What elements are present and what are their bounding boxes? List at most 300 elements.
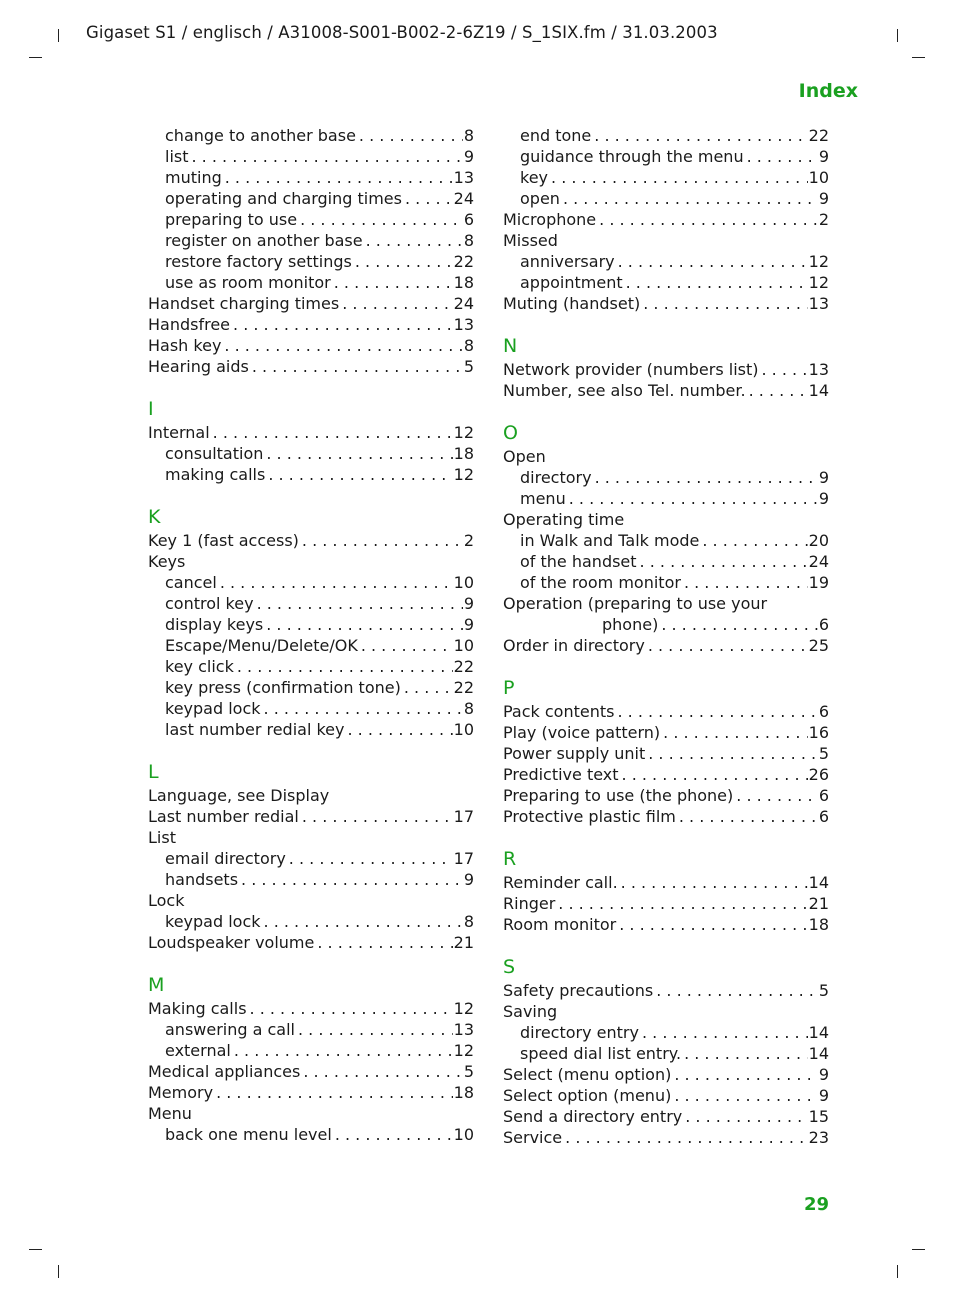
dot-leader <box>225 167 453 188</box>
entry-term: Ringer <box>503 894 556 913</box>
dot-leader <box>569 488 818 509</box>
dot-leader <box>558 893 807 914</box>
index-entry <box>503 509 829 530</box>
dot-leader <box>220 572 453 593</box>
dot-leader <box>640 551 808 572</box>
index-subentry <box>148 251 474 272</box>
entry-page-number: 12 <box>453 465 474 484</box>
index-subentry <box>148 911 474 932</box>
entry-term: Loudspeaker volume <box>148 933 315 952</box>
index-subentry <box>148 188 474 209</box>
entry-term: of the room monitor <box>520 573 681 592</box>
entry-term: handsets <box>165 870 239 889</box>
dot-leader <box>762 359 808 380</box>
entry-page-number: 18 <box>808 915 829 934</box>
index-subentry <box>503 572 829 593</box>
entry-term: open <box>520 189 560 208</box>
dot-leader <box>747 146 818 167</box>
index-subentry <box>148 869 474 890</box>
dot-leader <box>342 293 452 314</box>
entry-term: of the handset <box>520 552 637 571</box>
index-subentry <box>148 464 474 485</box>
entry-term: key press (confirmation tone) <box>165 678 401 697</box>
index-subentry <box>503 551 829 572</box>
dot-leader <box>266 614 463 635</box>
entry-page-number: 5 <box>818 981 829 1000</box>
dot-leader <box>216 1082 453 1103</box>
entry-term: Key 1 (fast access) <box>148 531 299 550</box>
dot-leader <box>405 188 453 209</box>
dot-leader <box>618 251 808 272</box>
index-entry <box>503 293 829 314</box>
crop-mark <box>29 57 42 58</box>
dot-leader <box>252 356 463 377</box>
entry-page-number: 6 <box>463 210 474 229</box>
entry-page-number: 18 <box>453 444 474 463</box>
dot-leader <box>303 1061 463 1082</box>
entry-page-number: 23 <box>808 1128 829 1147</box>
entry-page-number: 6 <box>818 702 829 721</box>
index-entry <box>503 980 829 1001</box>
entry-term: Medical appliances <box>148 1062 301 1081</box>
entry-page-number: 13 <box>453 1020 474 1039</box>
entry-term: Missed <box>503 231 558 250</box>
index-subentry <box>148 443 474 464</box>
entry-term: operating and charging times <box>165 189 402 208</box>
entry-term: key click <box>165 657 234 676</box>
dot-leader <box>257 593 463 614</box>
entry-term: speed dial list entry. <box>520 1044 682 1063</box>
entry-page-number: 13 <box>808 360 829 379</box>
entry-page-number: 9 <box>818 1086 829 1105</box>
index-subentry <box>148 1019 474 1040</box>
index-entry <box>503 1064 829 1085</box>
crop-mark <box>58 29 59 42</box>
entry-term: Number, see also Tel. number. <box>503 381 746 400</box>
entry-term: Send a directory entry <box>503 1107 683 1126</box>
entry-page-number: 12 <box>453 999 474 1018</box>
crop-mark <box>897 1265 898 1278</box>
entry-term: display keys <box>165 615 264 634</box>
index-entry <box>148 356 474 377</box>
dot-leader <box>565 1127 808 1148</box>
crop-mark <box>58 1265 59 1278</box>
dot-leader <box>702 530 807 551</box>
entry-term: Saving <box>503 1002 558 1021</box>
index-entry <box>503 743 829 764</box>
index-letter-heading: I <box>148 398 154 420</box>
entry-page-number: 13 <box>453 168 474 187</box>
index-letter-heading: P <box>503 677 515 699</box>
index-entry <box>148 785 474 806</box>
entry-term: Predictive text <box>503 765 619 784</box>
index-entry <box>503 1001 829 1022</box>
entry-term: external <box>165 1041 231 1060</box>
index-entry <box>503 785 829 806</box>
entry-page-number: 16 <box>808 723 829 742</box>
dot-leader <box>642 1022 808 1043</box>
entry-term: keypad lock <box>165 912 261 931</box>
entry-page-number: 22 <box>453 252 474 271</box>
entry-term: Room monitor <box>503 915 617 934</box>
entry-page-number: 13 <box>808 294 829 313</box>
entry-page-number: 9 <box>463 615 474 634</box>
index-letter-heading: R <box>503 848 517 870</box>
entry-term: end tone <box>520 126 592 145</box>
index-subentry <box>148 719 474 740</box>
index-entry <box>503 701 829 722</box>
entry-page-number: 6 <box>818 807 829 826</box>
index-subentry <box>148 593 474 614</box>
index-subentry <box>503 467 829 488</box>
dot-leader <box>661 614 818 635</box>
dot-leader <box>298 1019 453 1040</box>
index-entry <box>148 335 474 356</box>
index-subentry <box>148 656 474 677</box>
dot-leader <box>366 230 463 251</box>
entry-term: use as room monitor <box>165 273 331 292</box>
dot-leader <box>619 914 807 935</box>
dot-leader <box>643 293 807 314</box>
entry-term: Hash key <box>148 336 222 355</box>
index-entry <box>148 314 474 335</box>
entry-page-number: 12 <box>808 252 829 271</box>
index-subentry <box>148 614 474 635</box>
dot-leader <box>237 656 453 677</box>
entry-page-number: 10 <box>808 168 829 187</box>
dot-leader <box>302 806 453 827</box>
entry-page-number: 24 <box>808 552 829 571</box>
dot-leader <box>241 869 463 890</box>
index-letter-heading: M <box>148 974 165 996</box>
dot-leader <box>334 272 453 293</box>
index-entry <box>503 614 829 635</box>
entry-page-number: 22 <box>453 657 474 676</box>
entry-term: restore factory settings <box>165 252 352 271</box>
entry-term: Operation (preparing to use your <box>503 594 768 613</box>
entry-page-number: 9 <box>463 147 474 166</box>
dot-leader <box>359 125 463 146</box>
entry-term: Power supply unit <box>503 744 646 763</box>
dot-leader <box>348 719 453 740</box>
entry-term: Memory <box>148 1083 214 1102</box>
entry-term: in Walk and Talk mode <box>520 531 700 550</box>
entry-page-number: 24 <box>453 294 474 313</box>
entry-page-number: 14 <box>808 1044 829 1063</box>
index-entry <box>503 359 829 380</box>
entry-term: Protective plastic film <box>503 807 676 826</box>
entry-page-number: 8 <box>463 231 474 250</box>
entry-term: Service <box>503 1128 563 1147</box>
index-entry <box>148 1082 474 1103</box>
entry-page-number: 9 <box>818 1065 829 1084</box>
dot-leader <box>266 443 452 464</box>
index-entry <box>503 230 829 251</box>
dot-leader <box>736 785 818 806</box>
entry-page-number: 21 <box>453 933 474 952</box>
index-subentry <box>503 146 829 167</box>
dot-leader <box>595 467 818 488</box>
dot-leader <box>250 998 453 1019</box>
dot-leader <box>302 530 463 551</box>
index-entry <box>148 530 474 551</box>
entry-term: appointment <box>520 273 623 292</box>
dot-leader <box>648 635 808 656</box>
index-subentry <box>148 848 474 869</box>
entry-term: Safety precautions <box>503 981 654 1000</box>
entry-page-number: 9 <box>463 594 474 613</box>
entry-page-number: 21 <box>808 894 829 913</box>
index-letter-heading: L <box>148 761 159 783</box>
index-letter-heading: K <box>148 506 161 528</box>
index-entry <box>503 1085 829 1106</box>
dot-leader <box>264 911 463 932</box>
index-entry <box>503 806 829 827</box>
entry-page-number: 8 <box>463 126 474 145</box>
entry-page-number: 2 <box>818 210 829 229</box>
dot-leader <box>361 635 453 656</box>
dot-leader <box>684 1043 808 1064</box>
entry-page-number: 5 <box>463 357 474 376</box>
entry-term: Internal <box>148 423 210 442</box>
dot-leader <box>192 146 463 167</box>
index-column-left <box>148 125 474 1145</box>
entry-term: directory entry <box>520 1023 639 1042</box>
entry-term: back one menu level <box>165 1125 332 1144</box>
entry-page-number: 9 <box>818 147 829 166</box>
entry-page-number: 6 <box>818 615 829 634</box>
entry-page-number: 26 <box>808 765 829 784</box>
entry-term: Network provider (numbers list) <box>503 360 759 379</box>
index-subentry <box>148 146 474 167</box>
crop-mark <box>912 57 925 58</box>
index-entry <box>503 380 829 401</box>
entry-page-number: 22 <box>808 126 829 145</box>
index-subentry <box>503 167 829 188</box>
index-subentry <box>148 272 474 293</box>
index-subentry <box>148 167 474 188</box>
entry-term: Preparing to use (the phone) <box>503 786 734 805</box>
entry-term: register on another base <box>165 231 363 250</box>
index-subentry <box>148 209 474 230</box>
index-subentry <box>148 125 474 146</box>
dot-leader <box>335 1124 453 1145</box>
index-subentry <box>503 1022 829 1043</box>
entry-page-number: 12 <box>808 273 829 292</box>
entry-term: consultation <box>165 444 264 463</box>
dot-leader <box>749 380 808 401</box>
entry-page-number: 14 <box>808 381 829 400</box>
entry-page-number: 8 <box>463 336 474 355</box>
index-column-right <box>503 125 829 1148</box>
entry-term: making calls <box>165 465 266 484</box>
dot-leader <box>551 167 808 188</box>
dot-leader <box>599 209 818 230</box>
index-entry <box>148 998 474 1019</box>
index-entry <box>148 1103 474 1124</box>
index-entry <box>503 722 829 743</box>
index-subentry <box>148 1040 474 1061</box>
entry-page-number: 17 <box>453 807 474 826</box>
entry-term: Play (voice pattern) <box>503 723 661 742</box>
index-subentry <box>503 1043 829 1064</box>
index-subentry <box>148 1124 474 1145</box>
index-entry <box>503 893 829 914</box>
entry-term: Lock <box>148 891 185 910</box>
entry-term: Language, see Display <box>148 786 330 805</box>
dot-leader <box>674 1064 817 1085</box>
entry-page-number: 10 <box>453 1125 474 1144</box>
index-subentry <box>148 230 474 251</box>
entry-page-number: 10 <box>453 636 474 655</box>
entry-term: last number redial key <box>165 720 345 739</box>
entry-term: cancel <box>165 573 217 592</box>
dot-leader <box>684 572 808 593</box>
dot-leader <box>233 314 453 335</box>
index-letter-heading: O <box>503 422 518 444</box>
entry-term: keypad lock <box>165 699 261 718</box>
dot-leader <box>679 806 818 827</box>
entry-page-number: 13 <box>453 315 474 334</box>
entry-term: Select (menu option) <box>503 1065 672 1084</box>
index-subentry <box>503 530 829 551</box>
entry-page-number: 12 <box>453 1041 474 1060</box>
index-entry <box>503 1106 829 1127</box>
index-letter-heading: S <box>503 956 516 978</box>
index-entry <box>148 1061 474 1082</box>
entry-page-number: 10 <box>453 573 474 592</box>
index-entry <box>148 806 474 827</box>
dot-leader <box>404 677 453 698</box>
index-entry <box>503 872 829 893</box>
entry-page-number: 9 <box>818 468 829 487</box>
dot-leader <box>213 422 453 443</box>
index-entry <box>148 932 474 953</box>
entry-page-number: 5 <box>818 744 829 763</box>
index-subentry <box>148 698 474 719</box>
section-title: Index <box>798 80 858 102</box>
entry-term: phone) <box>602 615 659 634</box>
entry-page-number: 20 <box>808 531 829 550</box>
index-subentry <box>148 572 474 593</box>
dot-leader <box>621 872 808 893</box>
entry-page-number: 14 <box>808 1023 829 1042</box>
entry-page-number: 24 <box>453 189 474 208</box>
dot-leader <box>355 251 453 272</box>
dot-leader <box>264 698 463 719</box>
dot-leader <box>685 1106 807 1127</box>
index-entry <box>503 914 829 935</box>
dot-leader <box>656 980 818 1001</box>
entry-term: control key <box>165 594 254 613</box>
entry-page-number: 2 <box>463 531 474 550</box>
entry-term: directory <box>520 468 592 487</box>
dot-leader <box>317 932 452 953</box>
entry-term: Hearing aids <box>148 357 249 376</box>
dot-leader <box>594 125 807 146</box>
entry-term: Muting (handset) <box>503 294 641 313</box>
entry-page-number: 8 <box>463 912 474 931</box>
entry-term: muting <box>165 168 222 187</box>
running-header: Gigaset S1 / englisch / A31008-S001-B002-2-6Z19 / S_1SIX.fm / 31.03.2003 <box>86 23 718 42</box>
entry-term: Keys <box>148 552 186 571</box>
entry-term: Select option (menu) <box>503 1086 672 1105</box>
entry-term: change to another base <box>165 126 356 145</box>
entry-term: List <box>148 828 176 847</box>
entry-term: key <box>520 168 549 187</box>
index-entry <box>148 827 474 848</box>
index-subentry <box>148 635 474 656</box>
index-entry <box>503 593 829 614</box>
index-subentry <box>503 251 829 272</box>
entry-page-number: 10 <box>453 720 474 739</box>
entry-term: menu <box>520 489 566 508</box>
index-letter-heading: N <box>503 335 518 357</box>
entry-page-number: 19 <box>808 573 829 592</box>
entry-term: answering a call <box>165 1020 295 1039</box>
index-entry <box>148 422 474 443</box>
entry-page-number: 17 <box>453 849 474 868</box>
entry-page-number: 9 <box>463 870 474 889</box>
entry-term: list <box>165 147 189 166</box>
index-subentry <box>503 488 829 509</box>
entry-term: Operating time <box>503 510 625 529</box>
dot-leader <box>663 722 807 743</box>
dot-leader <box>563 188 818 209</box>
dot-leader <box>626 272 808 293</box>
index-entry <box>148 551 474 572</box>
dot-leader <box>300 209 463 230</box>
entry-page-number: 9 <box>818 489 829 508</box>
dot-leader <box>674 1085 817 1106</box>
entry-term: Making calls <box>148 999 247 1018</box>
entry-page-number: 6 <box>818 786 829 805</box>
entry-term: preparing to use <box>165 210 298 229</box>
entry-page-number: 5 <box>463 1062 474 1081</box>
entry-page-number: 25 <box>808 636 829 655</box>
entry-term: Escape/Menu/Delete/OK <box>165 636 358 655</box>
entry-term: email directory <box>165 849 286 868</box>
crop-mark <box>29 1249 42 1250</box>
entry-page-number: 22 <box>453 678 474 697</box>
entry-term: Last number redial <box>148 807 299 826</box>
index-subentry <box>503 125 829 146</box>
index-entry <box>503 209 829 230</box>
entry-term: Microphone <box>503 210 597 229</box>
entry-page-number: 12 <box>453 423 474 442</box>
entry-page-number: 18 <box>453 273 474 292</box>
entry-page-number: 15 <box>808 1107 829 1126</box>
entry-page-number: 9 <box>818 189 829 208</box>
entry-term: Order in directory <box>503 636 645 655</box>
dot-leader <box>617 701 817 722</box>
entry-page-number: 14 <box>808 873 829 892</box>
entry-term: Handset charging times <box>148 294 340 313</box>
entry-term: Handsfree <box>148 315 231 334</box>
index-subentry <box>148 677 474 698</box>
entry-term: Reminder call. <box>503 873 618 892</box>
index-entry <box>503 764 829 785</box>
crop-mark <box>912 1249 925 1250</box>
index-entry <box>148 890 474 911</box>
dot-leader <box>234 1040 453 1061</box>
entry-page-number: 8 <box>463 699 474 718</box>
crop-mark <box>897 29 898 42</box>
entry-term: Pack contents <box>503 702 615 721</box>
entry-page-number: 18 <box>453 1083 474 1102</box>
page-number: 29 <box>803 1194 829 1215</box>
index-entry <box>503 446 829 467</box>
